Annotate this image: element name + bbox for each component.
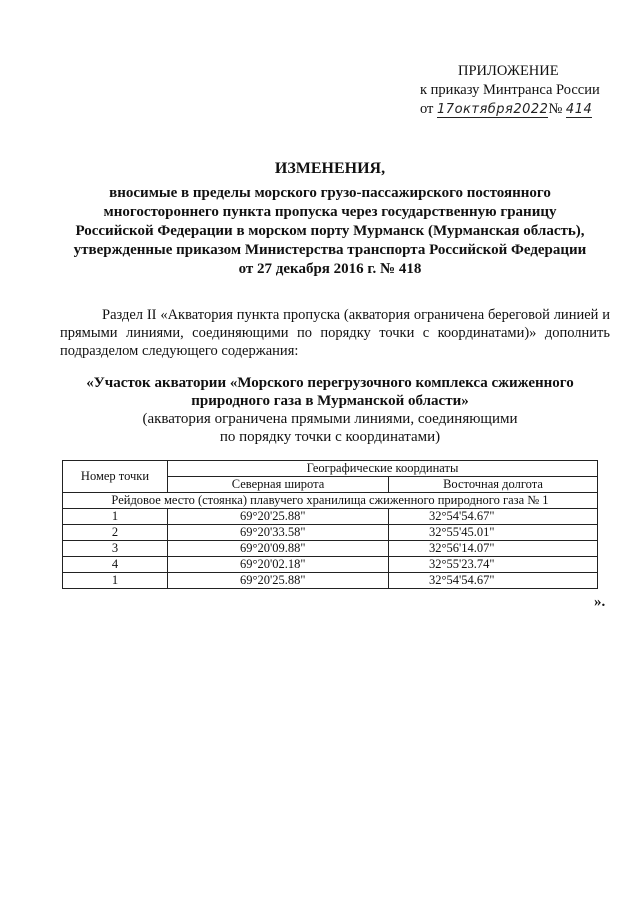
col-lat-header: Северная широта xyxy=(168,477,389,493)
point-number: 2 xyxy=(63,525,168,541)
subsection-bold-line: природного газа в Мурманской области» xyxy=(191,393,469,409)
latitude-cell: 69°20'33.58" xyxy=(168,525,389,541)
appendix-from-prefix: от xyxy=(420,101,434,117)
point-number: 3 xyxy=(63,541,168,557)
longitude-cell: 32°54'54.67" xyxy=(389,509,598,525)
table-row xyxy=(63,525,598,541)
appendix-block xyxy=(410,62,610,119)
longitude-cell: 32°54'54.67" xyxy=(389,573,598,589)
body-paragraph-block xyxy=(60,306,610,360)
point-number: 1 xyxy=(63,509,168,525)
latitude-cell: 69°20'25.88" xyxy=(168,573,389,589)
subsection-bold-line: «Участок акватории «Морского перегрузочного комплекса сжиженного xyxy=(86,375,574,391)
document-heading xyxy=(60,159,600,279)
col-lon-header: Восточная долгота xyxy=(389,477,598,493)
closing-quote-mark: ». xyxy=(594,594,606,610)
appendix-order-ref: к приказу Минтранса России xyxy=(420,82,600,98)
heading-line: многостороннего пункта пропуска через государственную границу xyxy=(103,204,557,220)
longitude-cell: 32°55'23.74" xyxy=(389,557,598,573)
handwritten-number: 414 xyxy=(565,102,593,117)
latitude-cell: 69°20'25.88" xyxy=(168,509,389,525)
heading-line: вносимые в пределы морского грузо-пассажирского постоянного xyxy=(109,185,551,201)
longitude-cell: 32°56'14.07" xyxy=(389,541,598,557)
heading-main: ИЗМЕНЕНИЯ, xyxy=(274,160,386,177)
col-point-header: Номер точки xyxy=(63,461,168,493)
body-paragraph: Раздел II «Акватория пункта пропуска (акватория ограничена береговой линией и прямыми линиями, соединяющими по порядку точки с координатами)» дополнить подразделом следующего содержания: xyxy=(60,307,610,359)
heading-line: утвержденные приказом Министерства транспорта Российской Федерации xyxy=(73,242,587,258)
point-number: 1 xyxy=(63,573,168,589)
table-row xyxy=(63,573,598,589)
longitude-cell: 32°55'45.01" xyxy=(389,525,598,541)
table-section-row xyxy=(63,493,598,509)
handwritten-date: 17октября2022 xyxy=(437,102,549,117)
latitude-cell: 69°20'02.18" xyxy=(168,557,389,573)
heading-line: от 27 декабря 2016 г. № 418 xyxy=(238,261,422,277)
heading-line: Российской Федерации в морском порту Мурманск (Мурманская область), xyxy=(75,223,585,239)
table-row xyxy=(63,509,598,525)
latitude-cell: 69°20'09.88" xyxy=(168,541,389,557)
point-number: 4 xyxy=(63,557,168,573)
table-header-row xyxy=(63,461,598,477)
subsection-line: (акватория ограничена прямыми линиями, соединяющими xyxy=(142,411,518,427)
section-row-label: Рейдовое место (стоянка) плавучего хранилища сжиженного природного газа № 1 xyxy=(63,493,598,509)
appendix-number-label: № xyxy=(548,101,563,117)
coordinates-table xyxy=(62,460,598,589)
table-row xyxy=(63,557,598,573)
table-row xyxy=(63,541,598,557)
subsection-line: по порядку точки с координатами) xyxy=(219,429,441,445)
subsection-heading xyxy=(70,374,590,446)
col-geo-header: Географические координаты xyxy=(168,461,598,477)
appendix-title: ПРИЛОЖЕНИЕ xyxy=(458,63,559,79)
appendix-date-line xyxy=(410,100,610,119)
